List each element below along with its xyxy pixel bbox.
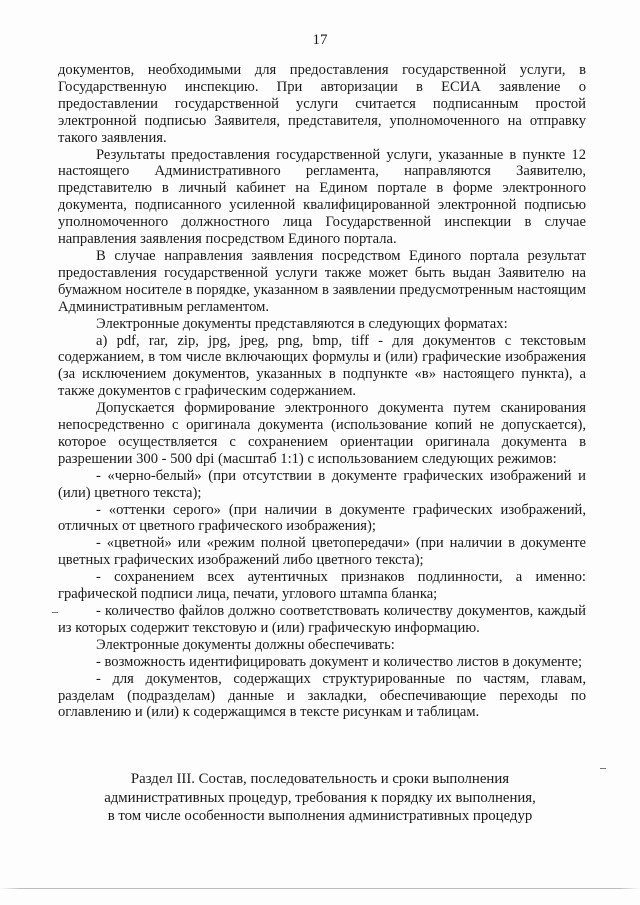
scan-bottom-rule xyxy=(0,888,640,889)
page-number: 17 xyxy=(312,32,328,48)
list-item: - возможность идентифицировать документ и количество листов в документе; xyxy=(96,653,583,670)
list-item: - количество файлов должно соответствовать количеству документов, каждый из которых содержит текстовую и (или) графическую информацию. xyxy=(58,603,586,636)
scan-margin-mark xyxy=(600,768,606,769)
list-item: - «черно-белый» (при отсутствии в документе графических изображений и (или) цветного текста); xyxy=(58,467,586,501)
paragraph: Электронные документы должны обеспечивать: xyxy=(96,636,395,653)
paragraph: Электронные документы представляются в следующих форматах: xyxy=(96,315,508,332)
paragraph: В случае направления заявления посредством Единого портала результат предоставления государственной услуги также может быть выдан Заявителю на бумажном носителе в порядке, указанном в заявлении предусмотренным настоящим Административным регламентом. xyxy=(58,247,586,315)
list-item: - для документов, содержащих структурированные по частям, главам, разделам (подразделам) данные и закладки, обеспечивающие переходы по оглавлению и (или) к содержащимся в тексте рисункам и таблицам. xyxy=(58,670,586,721)
paragraph: Допускается формирование электронного документа путем сканирования непосредственно с оригинала документа (использование копий не допускается), которое осуществляется с сохранением ориентации оригинала документа в разрешении 300 - 500 dpi (масштаб 1:1) с использованием следующих режимов: xyxy=(58,400,586,467)
section-heading-line: административных процедур, требования к порядку их выполнения, xyxy=(104,789,536,806)
paragraph: документов, необходимыми для предоставления государственной услуги, в Государственную инспекцию. При авторизации в ЕСИА заявление о предоставлении государственной услуги считается подписанным простой электронной подписью Заявителя, представителя, уполномоченного на отправку такого заявления. xyxy=(58,62,586,146)
section-heading xyxy=(100,770,540,826)
list-item: - сохранением всех аутентичных признаков подлинности, а именно: графической подписи лица, печати, углового штампа бланка; xyxy=(58,569,586,603)
section-heading-line: Раздел III. Состав, последовательность и сроки выполнения xyxy=(130,771,510,787)
list-item: - «оттенки серого» (при наличии в документе графических изображений, отличных от цветного графического изображения); xyxy=(58,501,586,535)
document-body xyxy=(58,62,586,721)
list-item: - «цветной» или «режим полной цветопередачи» (при наличии в документе цветных графических изображений либо цветного текста); xyxy=(58,535,586,569)
scan-margin-mark xyxy=(52,612,58,613)
paragraph: Результаты предоставления государственной услуги, указанные в пункте 12 настоящего Административного регламента, направляются Заявителю, представителю в личный кабинет на Едином портале в форме электронного документа, подписанного усиленной квалифицированной электронной подписью уполномоченного должностного лица Государственной инспекции в случае направления заявления посредством Единого портала. xyxy=(58,146,586,248)
section-heading-line: в том числе особенности выполнения административных процедур xyxy=(107,808,533,824)
paragraph: а) pdf, rar, zip, jpg, jpeg, png, bmp, tiff - для документов с текстовым содержанием, в том числе включающих формулы и (или) графические изображения (за исключением документов, указанных в подпункте «в» настоящего пункта), а также документов с графическим содержанием. xyxy=(58,332,586,400)
